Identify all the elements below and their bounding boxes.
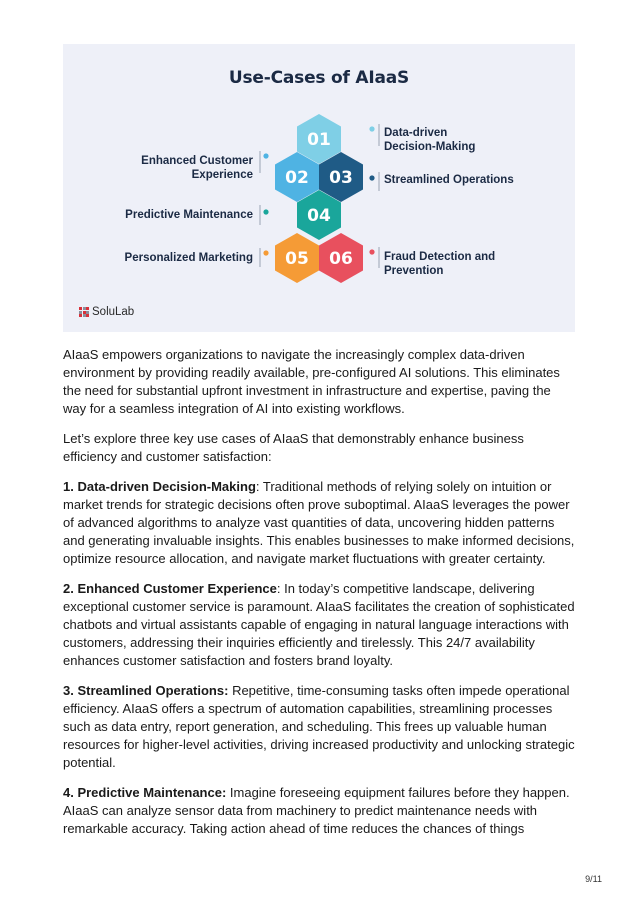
use-case-heading: 2. Enhanced Customer Experience <box>63 581 277 596</box>
use-case-heading: 4. Predictive Maintenance: <box>63 785 227 800</box>
use-case-body: Repetitive, time-consuming tasks often impede operational efficiency. AIaaS offers a spectrum of automation capabilities, streamlining processes such as data entry, report generation, and scheduling. This frees up valuable human resources for higher-level activities, driving increased productivity and unlocking strategic potential. <box>63 683 575 770</box>
article-body <box>63 346 575 850</box>
use-case-body: Traditional methods of relying solely on intuition or market trends for strategic decisions often prove suboptimal. AIaaS leverages the power of advanced algorithms to analyze vast quantities of data, uncovering hidden patterns and generating invaluable insights. This enables businesses to make informed decisions, optimize resource allocation, and navigate market fluctuations with greater certainty. <box>63 479 575 566</box>
page-number: 9/11 <box>585 874 602 884</box>
connector-enhanced <box>260 151 269 173</box>
hex-06 <box>319 233 363 283</box>
use-case-heading: 1. Data-driven Decision-Making <box>63 479 256 494</box>
hex-04-number: 04 <box>307 206 331 226</box>
use-case-item: 2. Enhanced Customer Experience: In today’s competitive landscape, delivering exceptional customer service is paramount. AIaaS facilitates the creation of sophisticated chatbots and virtual assistants capable of engaging in natural language interactions with customers, addressing their inquiries efficiently and tirelessly. This 24/7 availability enhances customer satisfaction and fosters brand loyalty. <box>63 581 575 668</box>
hex-02-number: 02 <box>285 168 309 188</box>
logo-text: SoluLab <box>92 306 135 318</box>
hexagon-cluster <box>63 44 575 332</box>
use-case-item: 1. Data-driven Decision-Making: Traditional methods of relying solely on intuition or market trends for strategic decisions often prove suboptimal. AIaaS leverages the power of advanced algorithms to analyze vast quantities of data, uncovering hidden patterns and generating invaluable insights. This enables businesses to make informed decisions, optimize resource allocation, and navigate market fluctuations with greater certainty. <box>63 479 575 566</box>
use-case-body: In today’s competitive landscape, delivering exceptional customer service is paramount. AIaaS facilitates the creation of sophisticated chatbots and virtual assistants capable of engaging in natural language interactions with customers, addressing their inquiries efficiently and tirelessly. This 24/7 availability enhances customer satisfaction and fosters brand loyalty. <box>63 581 575 668</box>
explore-paragraph: Let’s explore three key use cases of AIaaS that demonstrably enhance business efficiency and customer satisfaction: <box>63 431 524 464</box>
hex-05 <box>275 233 319 283</box>
solulab-logo-mark-icon <box>79 307 89 317</box>
label-personalized-marketing: Personalized Marketing <box>124 252 253 264</box>
use-case-item <box>63 682 575 772</box>
hex-01-number: 01 <box>307 130 331 150</box>
use-case-body: Imagine foreseeing equipment failures before they happen. AIaaS can analyze sensor data from machinery to predict maintenance needs with remarkable accuracy. Taking action ahead of time reduces the chances of things <box>63 785 570 836</box>
use-case-heading: 3. Streamlined Operations: <box>63 683 229 698</box>
label-streamlined-operations: Streamlined Operations <box>384 174 514 186</box>
use-case-item <box>63 784 575 838</box>
connector-streamlined <box>369 172 379 191</box>
solulab-logo <box>79 306 134 318</box>
hex-05-number: 05 <box>285 249 309 269</box>
connector-predictive <box>260 205 269 225</box>
connector-data-driven <box>369 124 379 146</box>
hex-06-number: 06 <box>329 249 353 269</box>
label-data-driven: Data-driven Decision-Making <box>384 127 476 153</box>
connector-personalized <box>260 248 269 267</box>
label-predictive-maintenance: Predictive Maintenance <box>125 209 253 221</box>
use-cases-infographic <box>63 44 575 332</box>
infographic-title: Use-Cases of AIaaS <box>228 68 410 88</box>
label-enhanced-customer-experience: Enhanced Customer Experience <box>141 155 253 181</box>
hex-03-number: 03 <box>329 168 353 188</box>
connector-fraud <box>369 247 379 268</box>
label-fraud-detection: Fraud Detection and Prevention <box>384 251 496 277</box>
intro-paragraph: AIaaS empowers organizations to navigate the increasingly complex data-driven environment by providing readily available, pre-configured AI solutions. This eliminates the need for substantial upfront investment in infrastructure and expertise, paving the way for a seamless integration of AI into existing workflows. <box>63 347 560 416</box>
